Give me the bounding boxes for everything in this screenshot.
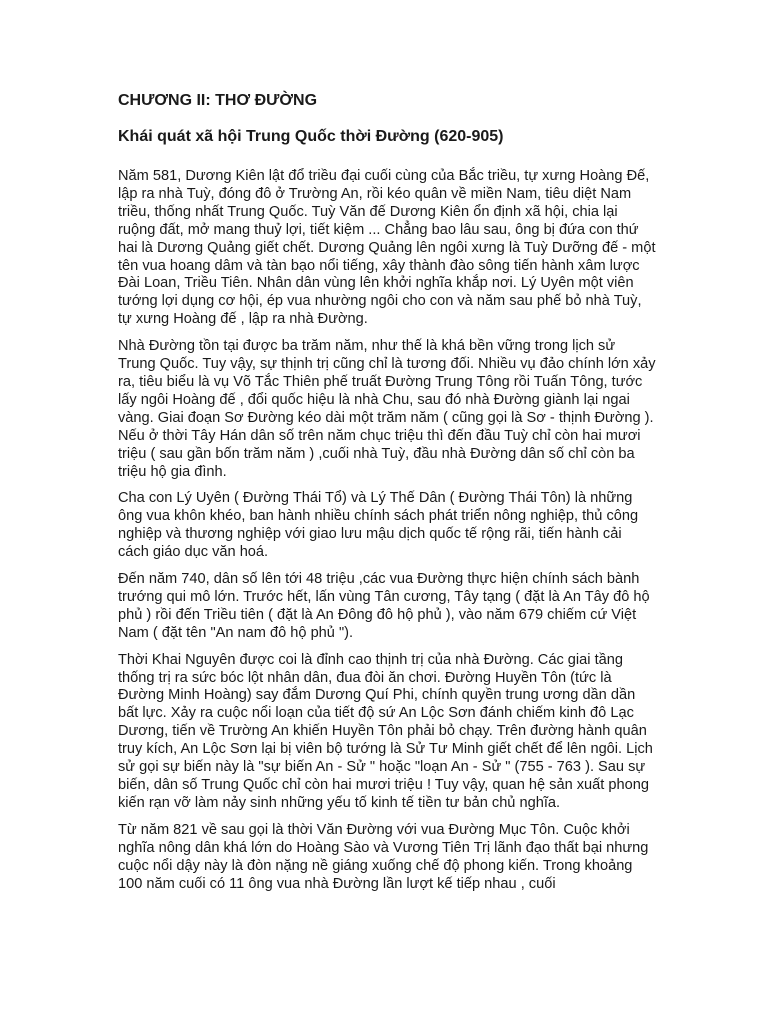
- chapter-title: CHƯƠNG II: THƠ ĐƯỜNG: [118, 92, 318, 109]
- section-title: Khái quát xã hội Trung Quốc thời Đường (620-905): [118, 128, 504, 145]
- paragraph-2: Nhà Đường tồn tại được ba trăm năm, như thế là khá bền vững trong lịch sử Trung Quốc. Tuy vậy, sự thịnh trị cũng chỉ là tương đối. Nhiều vụ đảo chính lớn xảy ra, tiêu biểu là vụ Võ Tắc Thiên phế truất Đường Trung Tông rồi Tuấn Tông, tước lấy ngôi Hoàng đế , đổi quốc hiệu là nhà Chu, sau đó nhà Đường giành lại ngai vàng. Giai đoạn Sơ Đường kéo dài một trăm năm ( cũng gọi là Sơ - thịnh Đường ). Nếu ở thời Tây Hán dân số trên năm chục triệu thì đến đầu Tuỳ chỉ còn hai mươi triệu ( sau gần bốn trăm năm ) ,cuối nhà Tuỳ, đầu nhà Đường dân số chỉ còn ba triệu hộ gia đình.: [118, 338, 656, 480]
- paragraph-5: Thời Khai Nguyên được coi là đỉnh cao thịnh trị của nhà Đường. Các giai tầng thống trị ra sức bóc lột nhân dân, đua đòi ăn chơi. Đường Huyền Tôn (tức là Đường Minh Hoàng) say đắm Dương Quí Phi, chính quyền trung ương dần dần bất lực. Xảy ra cuộc nổi loạn của tiết độ sứ An Lộc Sơn đánh chiếm kinh đô Lạc Dương, tiến về Trường An khiến Huyền Tôn phải bỏ chạy. Trên đường hành quân truy kích, An Lộc Sơn lại bị viên bộ tướng là Sử Tư Minh giết chết để lên ngôi. Lịch sử gọi sự biến này là "sự biến An - Sử " hoặc "loạn An - Sử " (755 - 763 ). Sau sự biến, dân số Trung Quốc chỉ còn hai mươi triệu ! Tuy vậy, quan hệ sản xuất phong kiến rạn vỡ làm nảy sinh những yếu tố kinh tế tiền tư bản chủ nghĩa.: [118, 651, 653, 811]
- paragraph-4: Đến năm 740, dân số lên tới 48 triệu ,các vua Đường thực hiện chính sách bành trướng qui mô lớn. Trước hết, lấn vùng Tân cương, Tây tạng ( đặt là An Tây đô hộ phủ ) rồi đến Triều tiên ( đặt là An Đông đô hộ phủ ), vào năm 679 chiếm cứ Việt Nam ( đặt tên "An nam đô hộ phủ ").: [118, 571, 650, 641]
- document-page: [118, 92, 656, 902]
- paragraph-3: Cha con Lý Uyên ( Đường Thái Tổ) và Lý Thế Dân ( Đường Thái Tôn) là những ông vua khôn khéo, ban hành nhiều chính sách phát triển nông nghiệp, thủ công nghiệp và thương nghiệp với giao lưu mậu dịch quốc tế rộng rãi, tiến hành cải cách giáo dục văn hoá.: [118, 490, 639, 561]
- paragraph-1: Năm 581, Dương Kiên lật đổ triều đại cuối cùng của Bắc triều, tự xưng Hoàng Đế, lập ra nhà Tuỳ, đóng đô ở Trường An, rồi kéo quân về miền Nam, tiêu diệt Nam triều, thống nhất Trung Quốc. Tuỳ Văn đế Dương Kiên ổn định xã hội, chia lại ruộng đất, mở mang thuỷ lợi, tiết kiệm ... Chẳng bao lâu sau, ông bị đứa con thứ hai là Dương Quảng giết chết. Dương Quảng lên ngôi xưng là Tuỳ Dưỡng đế - một tên vua hoang dâm và tàn bạo nổi tiếng, xây thành đào sông tiến hành xâm lược Đài Loan, Triều Tiên. Nhân dân vùng lên khởi nghĩa khắp nơi. Lý Uyên một viên tướng lợi dụng cơ hội, ép vua nhường ngôi cho con và năm sau phế bỏ nhà Tuỳ, tự xưng Hoàng đế , lập ra nhà Đường.: [118, 168, 656, 328]
- paragraph-6: Từ năm 821 về sau gọi là thời Văn Đường với vua Đường Mục Tôn. Cuộc khởi nghĩa nông dân khá lớn do Hoàng Sào và Vương Tiên Trị lãnh đạo thất bại nhưng cuộc nổi dậy này là đòn nặng nề giáng xuống chế độ phong kiến. Trong khoảng 100 năm cuối có 11 ông vua nhà Đường lần lượt kế tiếp nhau , cuối: [118, 821, 649, 892]
